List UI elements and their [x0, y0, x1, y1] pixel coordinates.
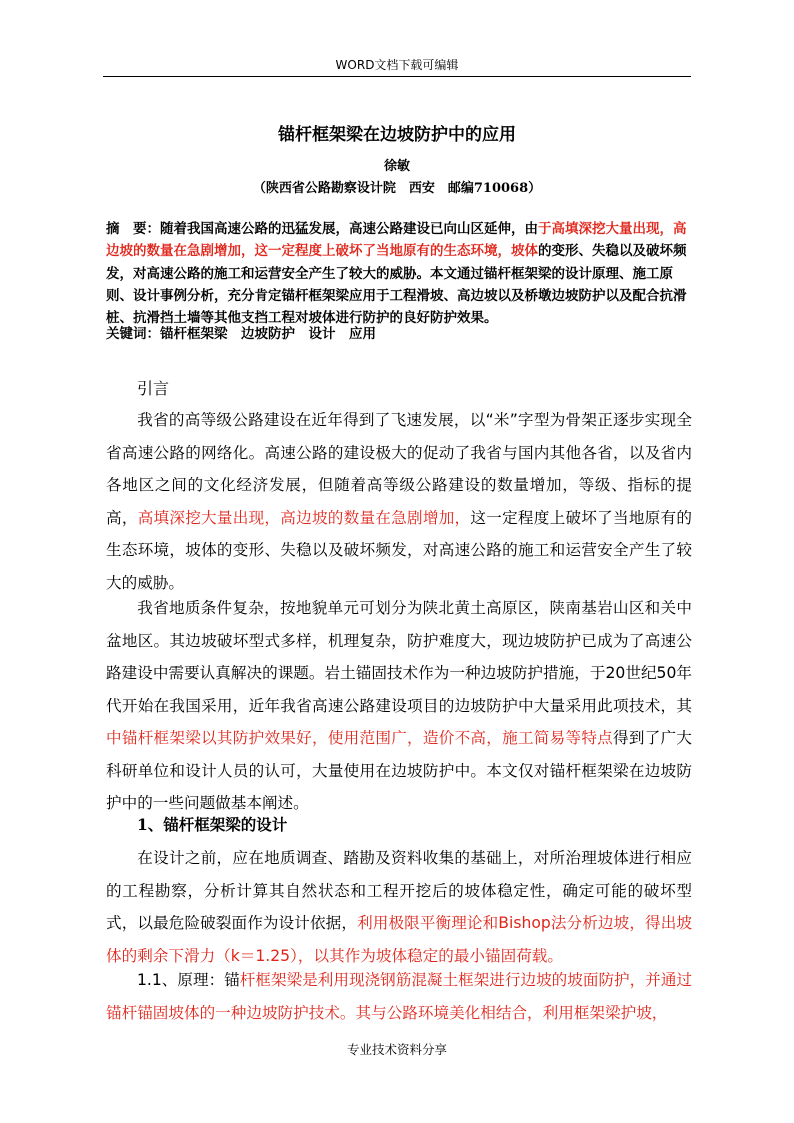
design-paragraph-1: 在设计之前，应在地质调查、踏勘及资料收集的基础上，对所治理坡体进行相应的工程勘察，分析计算其自然状态和工程开挖后的坡体稳定性，确定可能的破坏型式，以最危险破裂面作为设计依据，利用极限平衡理论和Bishop法分析边坡，得出坡体的剩余下滑力（k＝1.25），以其作为坡体稳定的最小锚固荷载。	[106, 849, 692, 965]
paragraph-highlight: 中锚杆框架梁以其防护效果好，使用范围广，造价不高，施工简易等特点	[106, 729, 614, 747]
paragraph-highlight: 利用极限平衡理论和Bishop法分析边坡，得出坡体的剩余下滑力（k＝1.25），以其作为坡体稳定的最小锚固荷载。	[106, 914, 692, 965]
abstract-text: 随着我国高速公路的迅猛发展，高速公路建设已向山区延伸，由	[160, 221, 538, 237]
author-name: 徐敏	[383, 159, 410, 174]
keywords	[106, 324, 690, 344]
paragraph-highlight: 杆框架梁是利用现浇钢筋混凝土框架进行边坡的坡面防护，并通过锚杆锚固坡体的一种边坡防护技术。其与公路环境美化相结合，利用框架梁护坡，	[106, 971, 693, 1022]
paragraph-highlight: 高填深挖大量出现，高边坡的数量在急剧增加，	[137, 508, 471, 527]
header-divider	[103, 76, 691, 77]
abstract-highlight: 于高填深挖大量出现，高边坡的数量在急剧增加，这一定程度上破坏了当地原有的生态环境，坡体	[106, 221, 687, 260]
abstract-text-cont: 的变形、失稳以及破坏频发，对高速公路的施工和运营安全产生了较大的威胁。本文通过锚杆框架梁的设计原理、施工原则、设计事例分析，充分肯定锚杆框架梁应用于工程滑坡、高边坡以及桥墩边坡防护以及配合抗滑桩、抗滑挡土墙等其他支挡工程对坡体进行防护的良好防护效果。	[106, 243, 687, 327]
abstract-label: 摘 要：	[106, 221, 160, 237]
keywords-text: 锚杆框架梁 边坡防护 设计 应用	[160, 326, 376, 342]
author-affiliation: （陕西省公路勘察设计院 西安 邮编710068）	[252, 181, 542, 196]
page-header: WORD文档下载可编辑	[335, 58, 459, 72]
section-heading-design: 1、锚杆框架梁的设计	[137, 815, 288, 834]
intro-paragraph-2: 我省地质条件复杂，按地貌单元可划分为陕北黄土高原区，陕南基岩山区和关中盆地区。其边坡破坏型式多样，机理复杂，防护难度大，现边坡防护已成为了高速公路建设中需要认真解决的课题。岩土锚固技术作为一种边坡防护措施，于20世纪50年代开始在我国采用，近年我省高速公路建设项目的边坡防护中大量采用此项技术，其中锚杆框架梁以其防护效果好，使用范围广，造价不高，施工简易等特点得到了广大科研单位和设计人员的认可，大量使用在边坡防护中。本文仅对锚杆框架梁在边坡防护中的一些问题做基本阐述。	[106, 599, 692, 812]
principle-paragraph: 1.1、原理：锚杆框架梁是利用现浇钢筋混凝土框架进行边坡的坡面防护，并通过锚杆锚固坡体的一种边坡防护技术。其与公路环境美化相结合，利用框架梁护坡，	[106, 971, 693, 1022]
intro-heading: 引言	[137, 379, 170, 398]
document-title: 锚杆框架梁在边坡防护中的应用	[278, 125, 516, 145]
page-footer: 专业技术资料分享	[346, 1042, 447, 1057]
abstract	[106, 218, 690, 329]
keywords-label: 关键词：	[106, 326, 160, 342]
intro-paragraph-1: 我省的高等级公路建设在近年得到了飞速发展，以“米”字型为骨架正逐步实现全省高速公路的网络化。高速公路的建设极大的促动了我省与国内其他各省，以及省内各地区之间的文化经济发展，但随着高等级公路建设的数量增加，等级、指标的提高，高填深挖大量出现，高边坡的数量在急剧增加，这一定程度上破坏了当地原有的生态环境，坡体的变形、失稳以及破坏频发，对高速公路的施工和运营安全产生了较大的威胁。	[106, 411, 692, 592]
